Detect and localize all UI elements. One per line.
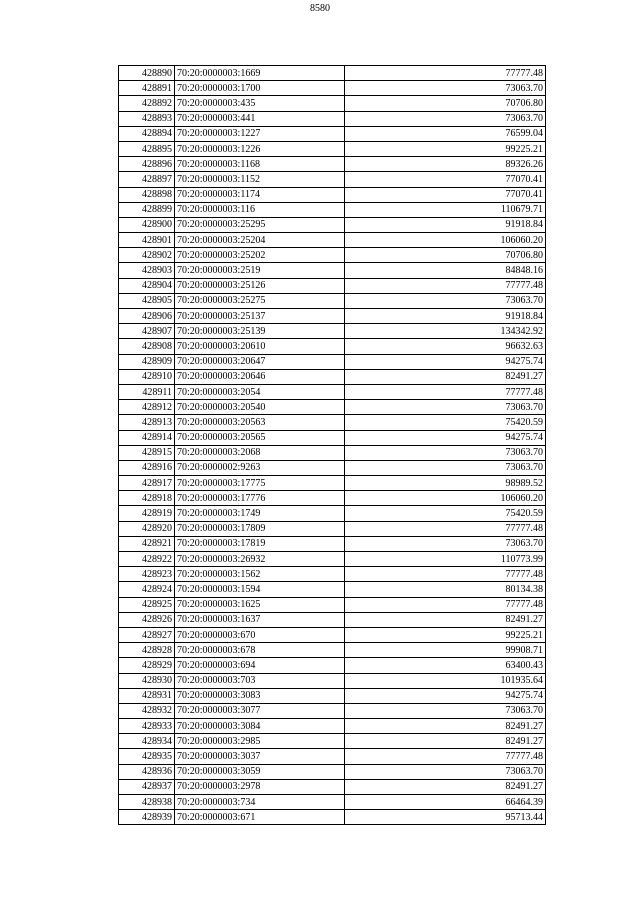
table-row: [119, 795, 546, 810]
cadastral-number-cell: 70:20:0000003:435: [175, 96, 345, 111]
cadastral-value-cell: 77777.48: [345, 597, 546, 612]
cadastral-number-cell: 70:20:0000003:20610: [175, 339, 345, 354]
table-row: [119, 430, 546, 445]
cadastral-value-cell: 99908.71: [345, 643, 546, 658]
cadastral-number-cell: 70:20:0000002:9263: [175, 460, 345, 475]
table-row: [119, 309, 546, 324]
cadastral-value-cell: 82491.27: [345, 719, 546, 734]
table-row: [119, 263, 546, 278]
table-row: [119, 66, 546, 81]
cadastral-number-cell: 70:20:0000003:25139: [175, 324, 345, 339]
row-number-cell: 428896: [119, 157, 175, 172]
cadastral-number-cell: 70:20:0000003:694: [175, 658, 345, 673]
cadastral-number-cell: 70:20:0000003:2519: [175, 263, 345, 278]
cadastral-number-cell: 70:20:0000003:25275: [175, 293, 345, 308]
cadastral-number-cell: 70:20:0000003:116: [175, 202, 345, 217]
row-number-cell: 428924: [119, 582, 175, 597]
cadastral-value-cell: 99225.21: [345, 627, 546, 642]
row-number-cell: 428917: [119, 476, 175, 491]
row-number-cell: 428913: [119, 415, 175, 430]
row-number-cell: 428935: [119, 749, 175, 764]
cadastral-number-cell: 70:20:0000003:1168: [175, 157, 345, 172]
table-row: [119, 643, 546, 658]
cadastral-value-cell: 99225.21: [345, 141, 546, 156]
cadastral-value-cell: 73063.70: [345, 764, 546, 779]
table-row: [119, 552, 546, 567]
cadastral-value-cell: 70706.80: [345, 248, 546, 263]
cadastral-value-cell: 110773.99: [345, 552, 546, 567]
cadastral-value-cell: 84848.16: [345, 263, 546, 278]
table-row: [119, 126, 546, 141]
table-row: [119, 810, 546, 825]
cadastral-value-cell: 134342.92: [345, 324, 546, 339]
cadastral-number-cell: 70:20:0000003:25137: [175, 309, 345, 324]
cadastral-value-cell: 73063.70: [345, 111, 546, 126]
cadastral-value-cell: 96632.63: [345, 339, 546, 354]
table-row: [119, 612, 546, 627]
cadastral-number-cell: 70:20:0000003:734: [175, 795, 345, 810]
cadastral-value-cell: 73063.70: [345, 536, 546, 551]
table-row: [119, 627, 546, 642]
cadastral-number-cell: 70:20:0000003:20647: [175, 354, 345, 369]
cadastral-number-cell: 70:20:0000003:25126: [175, 278, 345, 293]
table-row: [119, 157, 546, 172]
cadastral-number-cell: 70:20:0000003:3084: [175, 719, 345, 734]
cadastral-number-cell: 70:20:0000003:3059: [175, 764, 345, 779]
cadastral-value-cell: 66464.39: [345, 795, 546, 810]
cadastral-number-cell: 70:20:0000003:17809: [175, 521, 345, 536]
cadastral-number-cell: 70:20:0000003:3077: [175, 703, 345, 718]
cadastral-number-cell: 70:20:0000003:20540: [175, 400, 345, 415]
table-row: [119, 779, 546, 794]
table-row: [119, 445, 546, 460]
table-row: [119, 688, 546, 703]
table-row: [119, 476, 546, 491]
table-row: [119, 734, 546, 749]
cadastral-value-cell: 77777.48: [345, 278, 546, 293]
row-number-cell: 428937: [119, 779, 175, 794]
row-number-cell: 428898: [119, 187, 175, 202]
cadastral-number-cell: 70:20:0000003:17775: [175, 476, 345, 491]
row-number-cell: 428894: [119, 126, 175, 141]
row-number-cell: 428928: [119, 643, 175, 658]
row-number-cell: 428929: [119, 658, 175, 673]
cadastral-value-cell: 73063.70: [345, 400, 546, 415]
cadastral-number-cell: 70:20:0000003:1749: [175, 506, 345, 521]
cadastral-value-cell: 76599.04: [345, 126, 546, 141]
row-number-cell: 428890: [119, 66, 175, 81]
cadastral-value-cell: 77070.41: [345, 172, 546, 187]
cadastral-number-cell: 70:20:0000003:1625: [175, 597, 345, 612]
cadastral-number-cell: 70:20:0000003:3083: [175, 688, 345, 703]
cadastral-value-cell: 82491.27: [345, 779, 546, 794]
table-row: [119, 400, 546, 415]
cadastral-number-cell: 70:20:0000003:671: [175, 810, 345, 825]
row-number-cell: 428931: [119, 688, 175, 703]
cadastral-number-cell: 70:20:0000003:25295: [175, 217, 345, 232]
cadastral-number-cell: 70:20:0000003:1669: [175, 66, 345, 81]
cadastral-value-cell: 75420.59: [345, 415, 546, 430]
cadastral-number-cell: 70:20:0000003:1152: [175, 172, 345, 187]
row-number-cell: 428902: [119, 248, 175, 263]
cadastral-number-cell: 70:20:0000003:1226: [175, 141, 345, 156]
table-row: [119, 749, 546, 764]
cadastral-value-cell: 70706.80: [345, 96, 546, 111]
cadastral-value-cell: 91918.84: [345, 217, 546, 232]
table-row: [119, 354, 546, 369]
table-row: [119, 141, 546, 156]
table-row: [119, 217, 546, 232]
cadastral-value-cell: 77777.48: [345, 384, 546, 399]
row-number-cell: 428938: [119, 795, 175, 810]
row-number-cell: 428932: [119, 703, 175, 718]
cadastral-value-cell: 94275.74: [345, 430, 546, 445]
row-number-cell: 428934: [119, 734, 175, 749]
row-number-cell: 428923: [119, 567, 175, 582]
cadastral-value-cell: 106060.20: [345, 491, 546, 506]
row-number-cell: 428895: [119, 141, 175, 156]
row-number-cell: 428939: [119, 810, 175, 825]
cadastral-number-cell: 70:20:0000003:1174: [175, 187, 345, 202]
row-number-cell: 428908: [119, 339, 175, 354]
cadastral-value-cell: 95713.44: [345, 810, 546, 825]
table-row: [119, 506, 546, 521]
cadastral-number-cell: 70:20:0000003:441: [175, 111, 345, 126]
table-row: [119, 187, 546, 202]
cadastral-value-cell: 77777.48: [345, 749, 546, 764]
table-row: [119, 597, 546, 612]
cadastral-number-cell: 70:20:0000003:670: [175, 627, 345, 642]
table-row: [119, 582, 546, 597]
cadastral-value-cell: 110679.71: [345, 202, 546, 217]
table-row: [119, 278, 546, 293]
cadastral-number-cell: 70:20:0000003:2054: [175, 384, 345, 399]
row-number-cell: 428919: [119, 506, 175, 521]
row-number-cell: 428907: [119, 324, 175, 339]
row-number-cell: 428892: [119, 96, 175, 111]
cadastral-value-cell: 77070.41: [345, 187, 546, 202]
row-number-cell: 428921: [119, 536, 175, 551]
table-row: [119, 719, 546, 734]
table-row: [119, 415, 546, 430]
cadastral-number-cell: 70:20:0000003:20563: [175, 415, 345, 430]
row-number-cell: 428925: [119, 597, 175, 612]
table-row: [119, 339, 546, 354]
table-row: [119, 369, 546, 384]
table-row: [119, 521, 546, 536]
cadastral-number-cell: 70:20:0000003:1637: [175, 612, 345, 627]
cadastral-number-cell: 70:20:0000003:3037: [175, 749, 345, 764]
row-number-cell: 428901: [119, 233, 175, 248]
table-row: [119, 491, 546, 506]
row-number-cell: 428922: [119, 552, 175, 567]
row-number-cell: 428915: [119, 445, 175, 460]
table-row: [119, 81, 546, 96]
table-row: [119, 764, 546, 779]
table-row: [119, 172, 546, 187]
row-number-cell: 428927: [119, 627, 175, 642]
row-number-cell: 428893: [119, 111, 175, 126]
row-number-cell: 428903: [119, 263, 175, 278]
cadastral-value-table: [118, 65, 546, 825]
cadastral-value-cell: 73063.70: [345, 445, 546, 460]
row-number-cell: 428905: [119, 293, 175, 308]
row-number-cell: 428891: [119, 81, 175, 96]
cadastral-value-cell: 73063.70: [345, 460, 546, 475]
table-row: [119, 96, 546, 111]
table-row: [119, 460, 546, 475]
cadastral-value-cell: 82491.27: [345, 369, 546, 384]
cadastral-value-cell: 73063.70: [345, 81, 546, 96]
table-row: [119, 384, 546, 399]
row-number-cell: 428914: [119, 430, 175, 445]
row-number-cell: 428897: [119, 172, 175, 187]
cadastral-value-cell: 77777.48: [345, 521, 546, 536]
row-number-cell: 428930: [119, 673, 175, 688]
table-row: [119, 233, 546, 248]
row-number-cell: 428933: [119, 719, 175, 734]
row-number-cell: 428911: [119, 384, 175, 399]
row-number-cell: 428899: [119, 202, 175, 217]
cadastral-number-cell: 70:20:0000003:703: [175, 673, 345, 688]
cadastral-number-cell: 70:20:0000003:2978: [175, 779, 345, 794]
row-number-cell: 428912: [119, 400, 175, 415]
cadastral-number-cell: 70:20:0000003:20646: [175, 369, 345, 384]
table-row: [119, 703, 546, 718]
table-row: [119, 111, 546, 126]
row-number-cell: 428906: [119, 309, 175, 324]
cadastral-number-cell: 70:20:0000003:1562: [175, 567, 345, 582]
cadastral-number-cell: 70:20:0000003:1700: [175, 81, 345, 96]
cadastral-value-cell: 89326.26: [345, 157, 546, 172]
row-number-cell: 428936: [119, 764, 175, 779]
cadastral-value-cell: 73063.70: [345, 703, 546, 718]
row-number-cell: 428904: [119, 278, 175, 293]
cadastral-number-cell: 70:20:0000003:1227: [175, 126, 345, 141]
cadastral-value-cell: 98989.52: [345, 476, 546, 491]
row-number-cell: 428916: [119, 460, 175, 475]
row-number-cell: 428926: [119, 612, 175, 627]
cadastral-value-cell: 94275.74: [345, 688, 546, 703]
cadastral-value-cell: 91918.84: [345, 309, 546, 324]
row-number-cell: 428920: [119, 521, 175, 536]
cadastral-number-cell: 70:20:0000003:17776: [175, 491, 345, 506]
cadastral-number-cell: 70:20:0000003:20565: [175, 430, 345, 445]
cadastral-value-cell: 77777.48: [345, 66, 546, 81]
row-number-cell: 428909: [119, 354, 175, 369]
cadastral-value-cell: 94275.74: [345, 354, 546, 369]
cadastral-number-cell: 70:20:0000003:26932: [175, 552, 345, 567]
cadastral-number-cell: 70:20:0000003:2985: [175, 734, 345, 749]
cadastral-number-cell: 70:20:0000003:2068: [175, 445, 345, 460]
cadastral-value-cell: 75420.59: [345, 506, 546, 521]
cadastral-number-cell: 70:20:0000003:678: [175, 643, 345, 658]
cadastral-value-cell: 80134.38: [345, 582, 546, 597]
row-number-cell: 428918: [119, 491, 175, 506]
row-number-cell: 428900: [119, 217, 175, 232]
cadastral-number-cell: 70:20:0000003:25202: [175, 248, 345, 263]
table-row: [119, 658, 546, 673]
cadastral-number-cell: 70:20:0000003:17819: [175, 536, 345, 551]
cadastral-value-cell: 63400.43: [345, 658, 546, 673]
cadastral-number-cell: 70:20:0000003:25204: [175, 233, 345, 248]
cadastral-value-cell: 77777.48: [345, 567, 546, 582]
table-body: [119, 66, 546, 825]
table-row: [119, 567, 546, 582]
cadastral-number-cell: 70:20:0000003:1594: [175, 582, 345, 597]
table-row: [119, 248, 546, 263]
table-row: [119, 324, 546, 339]
cadastral-value-cell: 82491.27: [345, 612, 546, 627]
table-row: [119, 673, 546, 688]
cadastral-value-cell: 106060.20: [345, 233, 546, 248]
row-number-cell: 428910: [119, 369, 175, 384]
table-row: [119, 293, 546, 308]
table-row: [119, 536, 546, 551]
table-row: [119, 202, 546, 217]
cadastral-value-cell: 101935.64: [345, 673, 546, 688]
cadastral-value-cell: 73063.70: [345, 293, 546, 308]
cadastral-value-cell: 82491.27: [345, 734, 546, 749]
page-number: 8580: [310, 3, 330, 14]
